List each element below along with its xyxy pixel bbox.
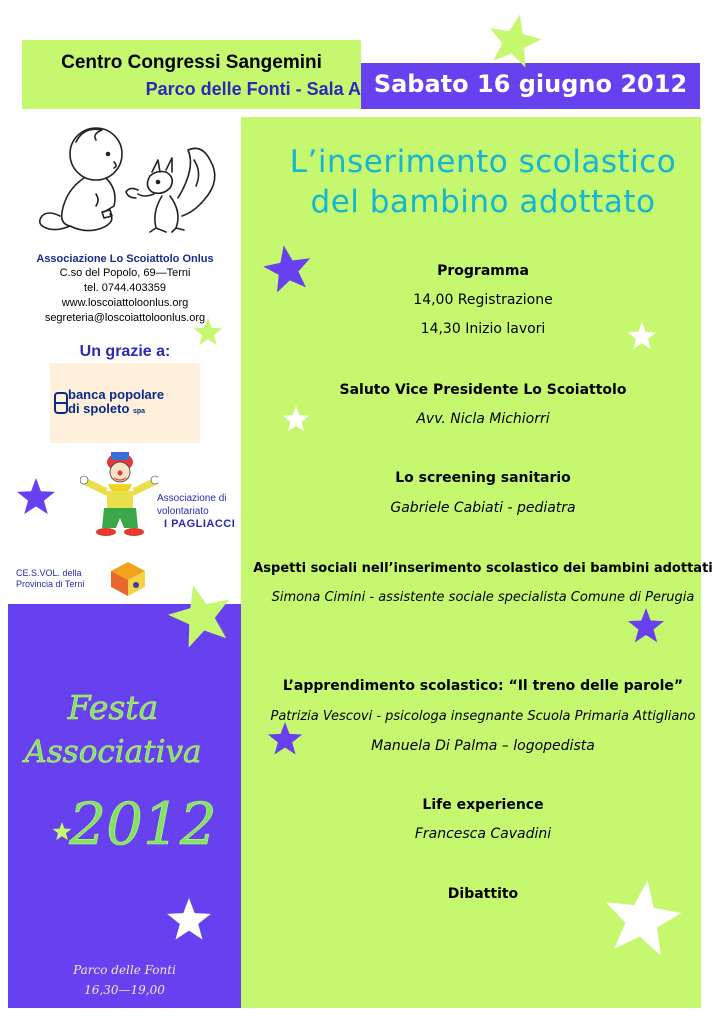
star-icon <box>52 822 72 842</box>
association-email[interactable]: segreteria@loscoiattoloonlus.org <box>44 312 206 324</box>
clown-illustration <box>80 448 158 538</box>
cesvol-logo-icon <box>109 560 147 598</box>
association-address: C.so del Popolo, 69—Terni <box>59 267 191 279</box>
talk-speaker: Simona Cimini - assistente sociale specialista Comune di Perugia <box>271 590 695 605</box>
festa-place: Parco delle Fonti <box>73 963 176 977</box>
star-icon <box>166 898 212 944</box>
pagliacci-line-2: volontariato <box>157 506 209 517</box>
star-icon <box>627 608 665 646</box>
talk-title: Aspetti sociali nell’inserimento scolastico dei bambini adottati <box>253 561 713 576</box>
association-website[interactable]: www.loscoiattoloonlus.org <box>61 297 189 309</box>
festa-year: 2012 <box>69 790 217 858</box>
program-start: 14,30 Inizio lavori <box>420 321 546 337</box>
bank-name-line-2: di spoleto <box>68 401 130 416</box>
star-icon <box>602 880 682 960</box>
program-registration: 14,00 Registrazione <box>413 292 553 308</box>
talk-title: Life experience <box>422 797 544 813</box>
talk-speaker: Manuela Di Palma – logopedista <box>371 738 595 754</box>
talk-speaker: Patrizia Vescovi - psicologa insegnante Scuola Primaria Attigliano <box>270 709 696 724</box>
festa-title-line-2: Associativa <box>24 734 202 770</box>
child-and-squirrel-illustration <box>26 120 232 245</box>
talk-speaker: Gabriele Cabiati - pediatra <box>390 500 576 516</box>
festa-title-line-1: Festa <box>67 688 159 727</box>
association-name: Associazione Lo Scoiattolo Onlus <box>36 253 214 265</box>
star-icon <box>193 318 223 348</box>
venue-name: Centro Congressi Sangemini <box>61 52 322 73</box>
star-icon <box>486 14 542 70</box>
cesvol-line-1: CE.S.VOL. della <box>16 568 82 578</box>
bank-logo-text <box>68 388 198 419</box>
star-icon <box>16 478 56 518</box>
program-closing: Dibattito <box>447 886 519 902</box>
bank-logo-icon <box>54 390 68 416</box>
festa-time: 16,30—19,00 <box>84 983 165 997</box>
bank-spa: spa <box>133 408 146 415</box>
thanks-heading: Un grazie a: <box>79 343 171 360</box>
star-icon <box>267 722 303 758</box>
program-heading: Programma <box>437 263 529 279</box>
star-icon <box>627 322 657 352</box>
event-title-line-2: del bambino adottato <box>310 184 656 220</box>
talk-speaker: Avv. Nicla Michiorri <box>416 411 550 427</box>
cesvol-line-2: Provincia di Terni <box>16 579 85 589</box>
event-date: Sabato 16 giugno 2012 <box>373 70 688 98</box>
talk-speaker: Francesca Cavadini <box>414 826 552 842</box>
pagliacci-name: I PAGLIACCI <box>164 518 236 530</box>
venue-room: Parco delle Fonti - Sala A <box>145 79 361 99</box>
talk-title: Saluto Vice Presidente Lo Scoiattolo <box>339 382 627 398</box>
pagliacci-line-1: Associazione di <box>157 493 227 504</box>
star-icon <box>168 584 234 650</box>
association-phone: tel. 0744.403359 <box>84 282 166 294</box>
star-icon <box>282 406 310 434</box>
bank-name-line-1: banca popolare <box>68 387 165 402</box>
talk-title: L’apprendimento scolastico: “Il treno delle parole” <box>282 678 684 694</box>
star-icon <box>263 245 313 295</box>
talk-title: Lo screening sanitario <box>395 470 571 486</box>
event-title-line-1: L’inserimento scolastico <box>289 144 677 180</box>
